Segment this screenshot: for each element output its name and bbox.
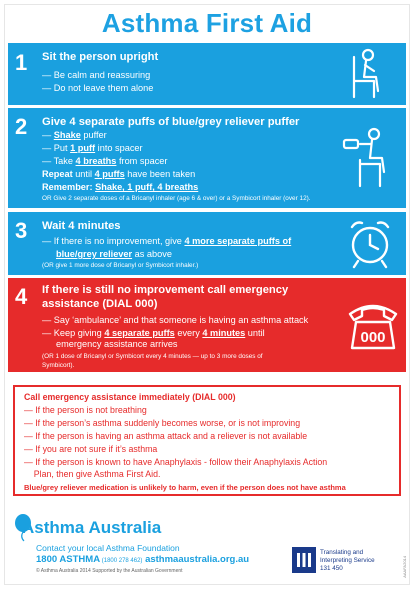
emergency-title: Call emergency assistance immediately (DIAL 000)	[24, 392, 236, 402]
step-1-line-2: — Do not leave them alone	[42, 83, 154, 93]
emergency-item: — If the person’s asthma suddenly becomes worse, or is not improving	[24, 418, 301, 428]
step-1-heading: Sit the person upright	[42, 51, 159, 63]
step-2-line-6: OR Give 2 separate doses of a Bricanyl inhaler (age 6 & over) or a Symbicort inhaler (over 12).	[42, 195, 311, 202]
telephone-icon	[346, 300, 400, 352]
phone-000-label: 000	[360, 329, 386, 346]
step-3-line-2: blue/grey reliever as above	[56, 249, 172, 259]
document-code: AAAFA2014	[402, 556, 407, 578]
emergency-item: — If the person is not breathing	[24, 405, 147, 415]
step-4-line-5: Symbicort).	[42, 362, 75, 369]
step-4-line-2: — Keep giving 4 separate puffs every 4 minutes until	[42, 328, 265, 338]
step-4-line-3: emergency assistance arrives	[56, 339, 178, 349]
emergency-footer: Blue/grey reliever medication is unlikely to harm, even if the person does not have asthma	[24, 483, 346, 492]
person-with-spacer-icon	[336, 124, 396, 190]
tis-text: Translating and Interpreting Service 131 450	[320, 549, 375, 572]
step-2-line-4: Repeat until 4 puffs have been taken	[42, 169, 196, 179]
emergency-callout	[13, 385, 401, 496]
step-4-line-4: (OR 1 dose of Bricanyl or Symbicort every 4 minutes — up to 3 more doses of	[42, 353, 263, 360]
copyright-text: © Asthma Australia 2014 Supported by the Australian Government	[36, 568, 183, 574]
step-1-panel	[8, 43, 406, 105]
step-4-heading-2: assistance (DIAL 000)	[42, 298, 158, 310]
step-2-line-5: Remember: Shake, 1 puff, 4 breaths	[42, 182, 199, 192]
tis-logo-icon	[292, 547, 316, 573]
step-2-number: 2	[15, 114, 28, 139]
step-3-number: 3	[15, 218, 28, 243]
step-4-number: 4	[15, 284, 28, 309]
step-2-panel	[8, 108, 406, 208]
step-1-number: 1	[15, 50, 28, 75]
step-2-line-3: — Take 4 breaths from spacer	[42, 156, 168, 166]
step-3-panel	[8, 212, 406, 275]
step-3-heading: Wait 4 minutes	[42, 220, 121, 232]
brand-name: Asthma Australia	[22, 518, 162, 537]
step-4-line-1: — Say ‘ambulance’ and that someone is having an asthma attack	[42, 315, 309, 325]
phone-line: 1800 ASTHMA (1800 278 462) asthmaaustralia.org.au	[36, 554, 250, 565]
person-sitting-icon	[344, 47, 388, 101]
step-2-line-2: — Put 1 puff into spacer	[42, 143, 143, 153]
website-link[interactable]: asthmaaustralia.org.au	[142, 554, 250, 565]
alarm-clock-icon	[346, 217, 394, 271]
step-4-panel	[8, 278, 406, 372]
step-2-line-1: — Shake puffer	[42, 130, 107, 140]
emergency-item: — If you are not sure if it’s asthma	[24, 444, 158, 454]
step-2-heading: Give 4 separate puffs of blue/grey reliever puffer	[42, 116, 300, 128]
step-4-heading-1: If there is still no improvement call emergency	[42, 284, 289, 296]
contact-text: Contact your local Asthma Foundation	[36, 543, 180, 553]
page-title: Asthma First Aid	[101, 8, 313, 38]
emergency-item: Plan, then give Asthma First Aid.	[24, 469, 161, 479]
emergency-item: — If the person is known to have Anaphylaxis - follow their Anaphylaxis Action	[24, 457, 328, 467]
emergency-item: — If the person is having an asthma attack and a reliever is not available	[24, 431, 308, 441]
step-3-line-3: (OR give 1 more dose of Bricanyl or Symbicort inhaler.)	[42, 262, 199, 269]
step-1-line-1: — Be calm and reassuring	[42, 70, 151, 80]
step-3-line-1: — If there is no improvement, give 4 more separate puffs of	[42, 236, 292, 246]
